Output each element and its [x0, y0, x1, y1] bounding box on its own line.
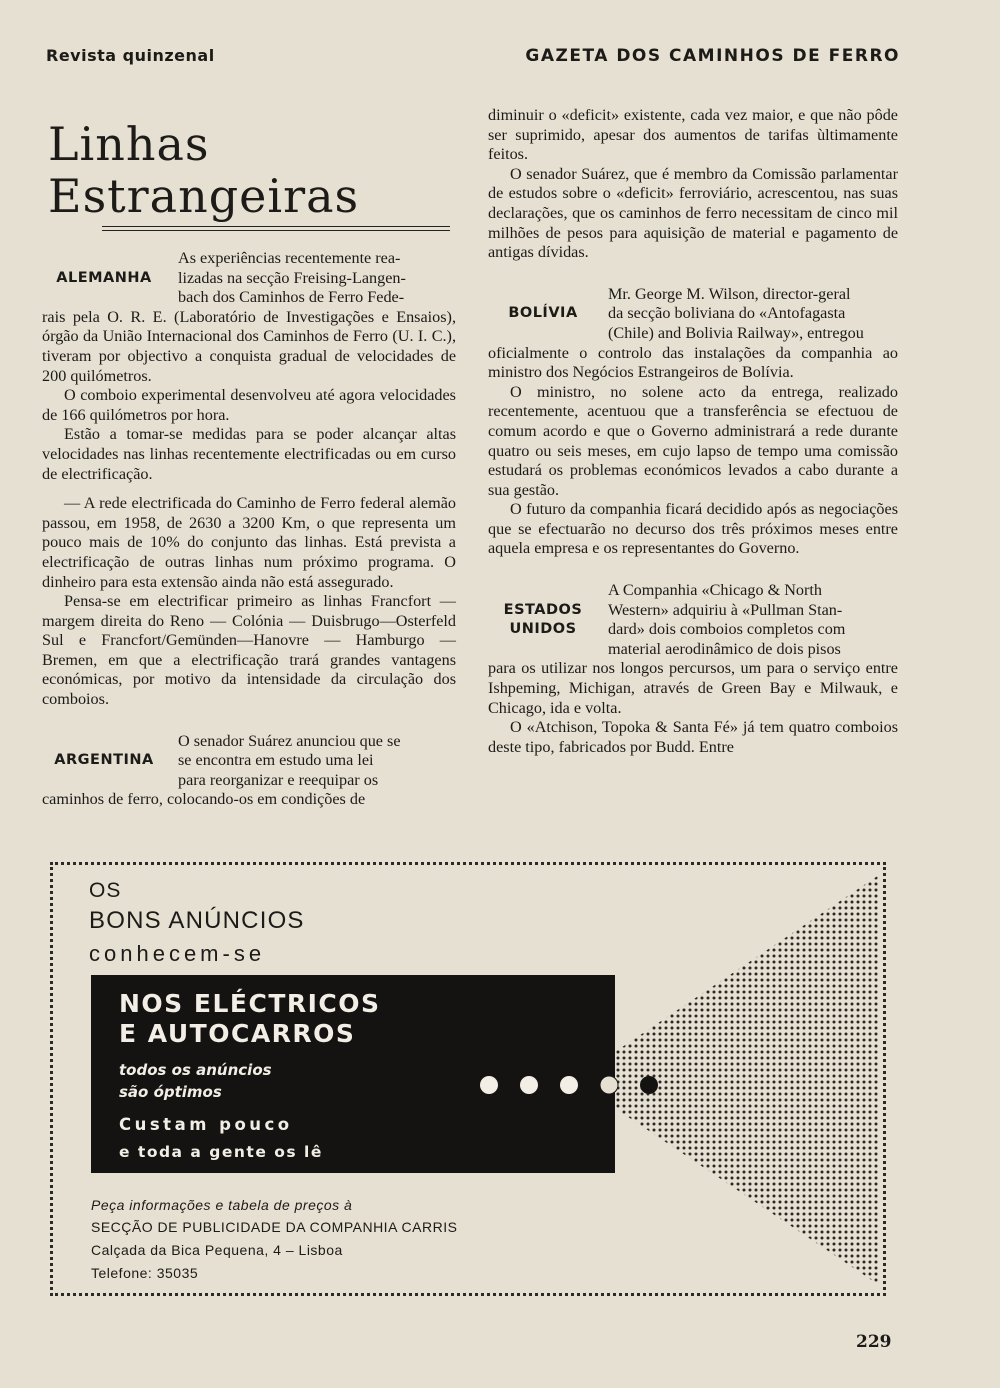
ad-headline: NOS ELÉCTRICOS — [119, 989, 381, 1018]
journal-frequency: Revista quinzenal — [46, 46, 215, 65]
lead-line: da secção boliviana do «Antofagasta — [608, 304, 846, 323]
ad-subline: são óptimos — [119, 1083, 222, 1101]
section-title: Linhas Estrangeiras — [48, 117, 360, 223]
paragraph: para os utilizar nos longos percursos, um para o serviço entre Ishpeming, Michigan, através de Green Bay e Milwauk, e Chicago, ida e volta. — [488, 659, 898, 717]
ad-text-bons-anuncios: BONS ANÚNCIOS — [89, 907, 305, 934]
ad-footer-line: Telefone: 35035 — [91, 1265, 199, 1281]
ad-headline: E AUTOCARROS — [119, 1019, 356, 1048]
right-column — [488, 106, 898, 757]
lead-line: lizadas na secção Freising-Langen- — [178, 268, 406, 287]
lead-line: material aerodinâmico de dois pisos — [608, 639, 841, 658]
paragraph: O futuro da companhia ficará decidido após as negociações que se efectuarão no decurso dos três próximos meses entre aquela empresa e os representantes do Governo. — [488, 500, 898, 558]
lead-line: dard» dois comboios completos com — [608, 620, 846, 639]
advertisement-box — [50, 862, 886, 1296]
paragraph: O «Atchison, Topoka & Santa Fé» já tem quatro comboios deste tipo, fabricados por Budd. Entre — [488, 718, 898, 756]
paragraph: Estão a tomar-se medidas para se poder alcançar altas velocidades nas linhas recentemente electrificadas ou em curso de electrificação. — [42, 425, 456, 483]
lead-line: A Companhia «Chicago & North — [608, 581, 823, 600]
left-column — [42, 106, 456, 810]
paragraph: Pensa-se em electrificar primeiro as linhas Francfort — margem direita do Reno — Colónia — Duisbrugo—Osterfeld Sul e Francfort/Gemünden—Hanovre — Hamburgo — Bremen, em que a electrificação trará grandes vantagens económicas, por motivo da intensidade da circulação dos comboios. — [42, 592, 456, 709]
paragraph: diminuir o «deficit» existente, cada vez maior, e que não pôde ser suprimido, apesar dos aumentos de tarifas ùltimamente feitos. — [488, 106, 898, 164]
article-bolivia — [488, 285, 898, 559]
lead-line: se encontra em estudo uma lei — [178, 751, 374, 770]
country-label-line: ESTADOS — [503, 601, 583, 618]
journal-title: GAZETA DOS CAMINHOS DE FERRO — [525, 46, 900, 66]
running-header — [46, 46, 900, 74]
country-label-line: UNIDOS — [509, 621, 577, 638]
country-label-estados-unidos — [488, 601, 598, 640]
lead-line: Mr. George M. Wilson, director-geral — [608, 284, 851, 303]
lead-line: para reorganizar e reequipar os — [178, 770, 379, 789]
ad-toda-a-gente: e toda a gente os lê — [119, 1143, 323, 1161]
title-rule — [102, 226, 450, 227]
ad-footer-line: Peça informações e tabela de preços à — [91, 1197, 353, 1213]
paragraph: oficialmente o controlo das instalações da companhia ao ministro dos Negócios Estrangeiros de Bolívia. — [488, 343, 898, 382]
lead-line: bach dos Caminhos de Ferro Fede- — [178, 288, 405, 307]
title-rule-second — [102, 230, 450, 231]
paragraph: — A rede electrificada do Caminho de Ferro federal alemão passou, em 1958, de 2630 a 3200 Km, o que representa um pouco mais de 10% do conjunto das linhas. Está prevista a electrificação de outras linhas num próximo programa. O dinheiro para esta extensão ainda não está assegurado. — [42, 494, 456, 591]
ad-subline: todos os anúncios — [119, 1061, 272, 1079]
lead-line: (Chile) and Bolivia Railway», entregou — [608, 323, 864, 342]
paragraph: O comboio experimental desenvolveu até agora velocidades de 166 quilómetros por hora. — [42, 386, 456, 424]
article-argentina — [42, 732, 456, 810]
ad-text-conhecem: conhecem-se — [89, 941, 266, 966]
country-label-alemanha: ALEMANHA — [56, 269, 152, 286]
lead-line: O senador Suárez anunciou que se — [178, 731, 401, 750]
lead-line: As experiências recentemente rea- — [178, 249, 401, 267]
ad-black-panel — [91, 975, 615, 1173]
ad-dots-graphic — [471, 1071, 671, 1099]
paragraph: O ministro, no solene acto da entrega, realizado recentemente, acentuou que a transferência se efectuou de comum acordo e que o Governo administrará a rede durante quatro ou seis meses, em cujo lapso de tempo uma comissão estudará os problemas económicos levados a cabo durante a sua gestão. — [488, 382, 898, 499]
article-estados-unidos — [488, 581, 898, 757]
article-alemanha — [42, 249, 456, 710]
paragraph: rais pela O. R. E. (Laboratório de Investigações e Ensaios), órgão da União Internacional dos Caminhos de Ferro (U. I. C.), tiveram por objectivo a conquista gradual de velocidades de 200 quilómetros. — [42, 307, 456, 385]
ad-text-os: OS — [89, 879, 122, 902]
ad-footer-line: SECÇÃO DE PUBLICIDADE DA COMPANHIA CARRIS — [91, 1219, 458, 1235]
page-number: 229 — [856, 1332, 892, 1352]
ad-footer-line: Calçada da Bica Pequena, 4 – Lisboa — [91, 1242, 343, 1258]
country-label-argentina: ARGENTINA — [54, 752, 154, 769]
paragraph: O senador Suárez, que é membro da Comissão parlamentar de estudos sobre o «deficit» ferroviário, acrescentou, nas suas declarações, que os caminhos de ferro necessitam de cinco mil milhões de pesos para aquisição de material e pagamento de antigas dívidas. — [488, 164, 898, 262]
paragraph: caminhos de ferro, colocando-os em condições de — [42, 790, 366, 809]
country-label-bolivia: BOLÍVIA — [508, 305, 578, 322]
lead-line: Western» adquiriu à «Pullman Stan- — [608, 600, 843, 619]
ad-custam-pouco: Custam pouco — [119, 1115, 293, 1134]
